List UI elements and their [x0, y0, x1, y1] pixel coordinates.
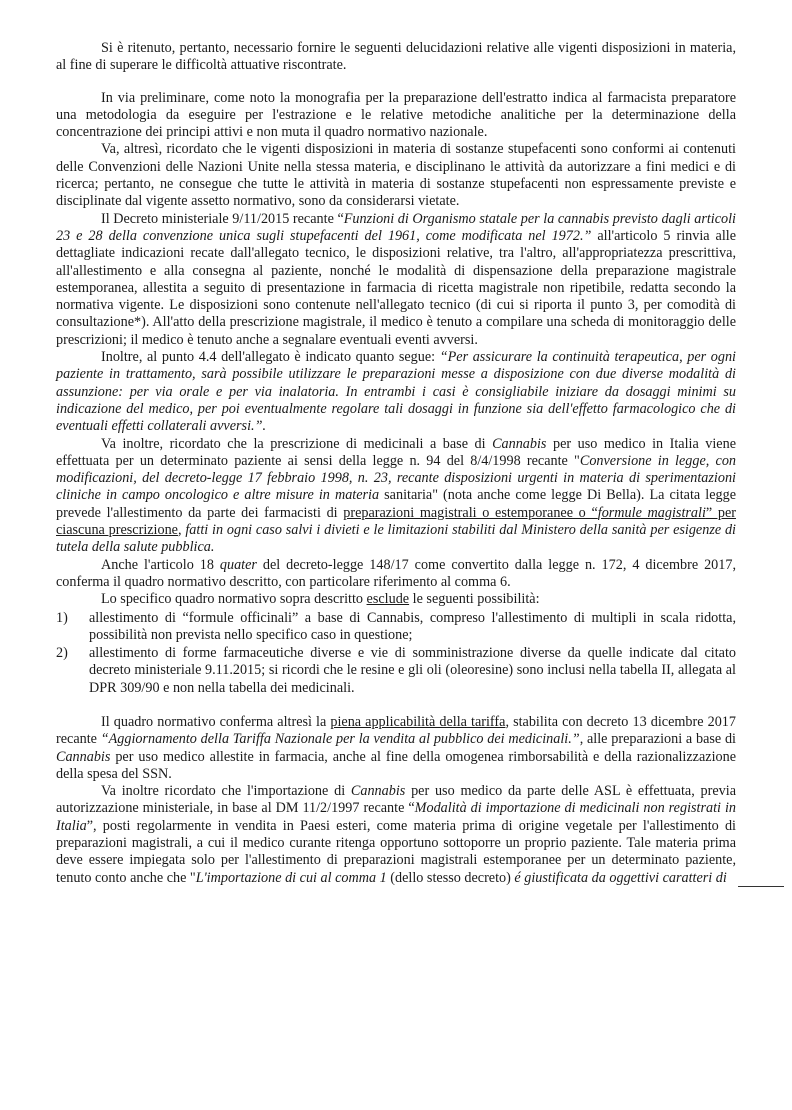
text-run: le seguenti possibilità: [409, 591, 540, 608]
tariff-term: piena applicabilità della tariffa [330, 713, 506, 730]
list-item [56, 610, 736, 645]
list-text: allestimento di forme farmaceutiche diverse e vie di somministrazione diverse da quelle indicate dal citato decreto ministeriale 9.11.2015; si ricordi che le resine e gli oli (oleoresine) sono inclusi nella tabella II, allegata al DPR 309/90 e non nella tabella dei medicinali. [89, 645, 736, 696]
text-run: Inoltre, al punto 4.4 dell'allegato è indicato quanto segue: [101, 349, 440, 366]
text-run: all'articolo 5 rinvia alle dettagliate indicazioni recate dall'allegato tecnico, le disposizioni relative, tra l'altro, all'appropriatezza prescrittiva, all'allestimento e alla consegna al paziente, nonché le modalità di dispensazione della preparazione magistrale estemporanea, allestita a seguito di presentazione in farmacia di ricetta magistrale non ripetibile, redatta secondo la normativa vigente. Le disposizioni sono contenute nell'allegato tecnico (di cui si riporta il punto 3, per comodità di consultazione*). All'atto della prescrizione magistrale, il medico è tenuto a compilare una scheda di monitoraggio delle prescrizioni; il medico è tenuto anche a segnalare eventuali eventi avversi. [56, 227, 736, 348]
quater-term: quater [219, 556, 257, 573]
text-run: , fatti in ogni caso salvi i divieti e le limitazioni stabiliti dal Ministero della sanità per esigenze di tutela della salute pubblica. [56, 522, 736, 556]
text-run: Lo specifico quadro normativo sopra descritto [101, 591, 367, 608]
quoted-clause: é giustificata da oggettivi caratteri di [514, 869, 727, 886]
text-run: ”, posti regolarmente in vendita in Paesi esteri, come materia prima di origine vegetale per l'allestimento di preparazioni magistrali, a cui il medico curante ritenga opportuno sottoporre un proprio paziente. Tale materia prima deve essere impiegata solo per l'allestimento di preparazioni magistrali estemporanee per un determinato paziente, tenuto conto anche che " [56, 817, 736, 886]
esclude-term: esclude [366, 591, 410, 608]
cannabis-term: Cannabis [492, 435, 547, 452]
paragraph-article-18 [56, 557, 736, 592]
text-run: Va inoltre ricordato che l'importazione di [101, 783, 351, 800]
paragraph-tariff [56, 714, 736, 783]
paragraph-excludes [56, 591, 736, 608]
quoted-clause: L'importazione di cui al comma 1 [195, 869, 387, 886]
text-run: del decreto-legge 148/17 come convertito dalla legge n. 172, 4 dicembre 2017, conferma il quadro normativo descritto, con particolare riferimento al comma 6. [56, 556, 737, 590]
list-text: allestimento di “formule officinali” a base di Cannabis, compreso l'allestimento di multipli in scala ridotta, possibilità non prevista nello specifico caso in questione; [89, 609, 736, 643]
text-run: preparazioni magistrali o estemporanee o “ [343, 504, 598, 521]
tariff-decree-title: “Aggiornamento della Tariffa Nazionale per la vendita al pubblico dei medicinali.” [100, 731, 580, 748]
text-run: per uso medico in Italia viene effettuata per un determinato paziente ai sensi della legge n. 94 del 8/4/1998 recante " [56, 435, 736, 469]
text-run: per uso medico da parte delle ASL è effettuata, previa autorizzazione ministeriale, in base al DM 11/2/1997 recante “ [56, 783, 736, 817]
list-item [56, 645, 736, 697]
document-page [56, 40, 736, 887]
formule-magistrali-term: formule magistrali [597, 504, 706, 521]
text-run: per uso medico allestite in farmacia, anche al fine della omogenea rimborsabilità e della razionalizzazione della spesa del SSN. [56, 748, 736, 782]
paragraph-un-conventions: Va, altresì, ricordato che le vigenti disposizioni in materia di sostanze stupefacenti sono conformi ai contenuti delle Convenzioni delle Nazioni Unite nella stessa materia, e disciplinano le attività da autorizzare a fini medici e di ricerca; pertanto, ne consegue che tutte le attività in materia di sostanze stupefacenti non espressamente previste e disciplinate dal vigente assetto normativo, sono da considerarsi vietate. [56, 141, 736, 210]
paragraph-prescription [56, 436, 736, 557]
cannabis-term: Cannabis [56, 748, 111, 765]
paragraph-intro: Si è ritenuto, pertanto, necessario fornire le seguenti delucidazioni relative alle vigenti disposizioni in materia, al fine di superare le difficoltà attuative riscontrate. [56, 40, 736, 74]
decree-title: Funzioni di Organismo statale per la cannabis previsto dagli articoli 23 e 28 della convenzione unica sugli stupefacenti del 1961, come modificata nel 1972.” [56, 210, 736, 244]
text-run: ” per ciascuna prescrizione [56, 504, 736, 539]
dm-title: Modalità di importazione di medicinali non registrati in Italia [56, 800, 736, 834]
list-number: 2) [56, 645, 68, 662]
text-run: , alle preparazioni a base di [579, 731, 737, 748]
text-run: sanitaria" (nota anche come legge Di Bella). La citata legge prevede l'allestimento da parte dei farmacisti di [56, 487, 736, 521]
text-run: Il quadro normativo conferma altresì la [101, 713, 331, 730]
text-run: Anche l'articolo 18 [101, 556, 220, 573]
text-run: , stabilita con decreto 13 dicembre 2017 recante [56, 713, 736, 748]
text-run: (dello stesso decreto) [386, 869, 515, 886]
list-number: 1) [56, 609, 68, 626]
margin-pen-mark [738, 886, 784, 887]
paragraph-point-4-4 [56, 349, 736, 435]
exclusions-list [56, 610, 736, 697]
text-run: Va inoltre, ricordato che la prescrizione di medicinali a base di [101, 435, 493, 452]
paragraph-importation [56, 783, 736, 887]
law-title: Conversione in legge, con modificazioni, del decreto-legge 17 febbraio 1998, n. 23, recante disposizioni urgenti in materia di sperimentazioni cliniche in campo oncologico e altre misure in materia [56, 452, 737, 504]
cannabis-term: Cannabis [350, 783, 406, 800]
quotation: “Per assicurare la continuità terapeutica, per ogni paziente in trattamento, sarà possibile utilizzare le preparazioni messe a disposizione con due diverse modalità di assunzione: per via orale e per via inalatoria. In entrambi i casi è consigliabile iniziare da dosaggi minimi su indicazione del medico, per poi eventualmente regolare tali dosaggi in funzione sia dell'effetto farmacologico che di eventuali effetti collaterali avversi.”. [56, 349, 736, 435]
text-run: Il Decreto ministeriale 9/11/2015 recante “ [101, 210, 344, 227]
paragraph-preliminary: In via preliminare, come noto la monografia per la preparazione dell'estratto indica al farmacista preparatore una metodologia da eseguire per l'estrazione e le relative metodiche analitiche per la determinazione della concentrazione dei principi attivi e non muta il quadro normativo nazionale. [56, 89, 736, 141]
paragraph-decree-2015 [56, 211, 736, 349]
